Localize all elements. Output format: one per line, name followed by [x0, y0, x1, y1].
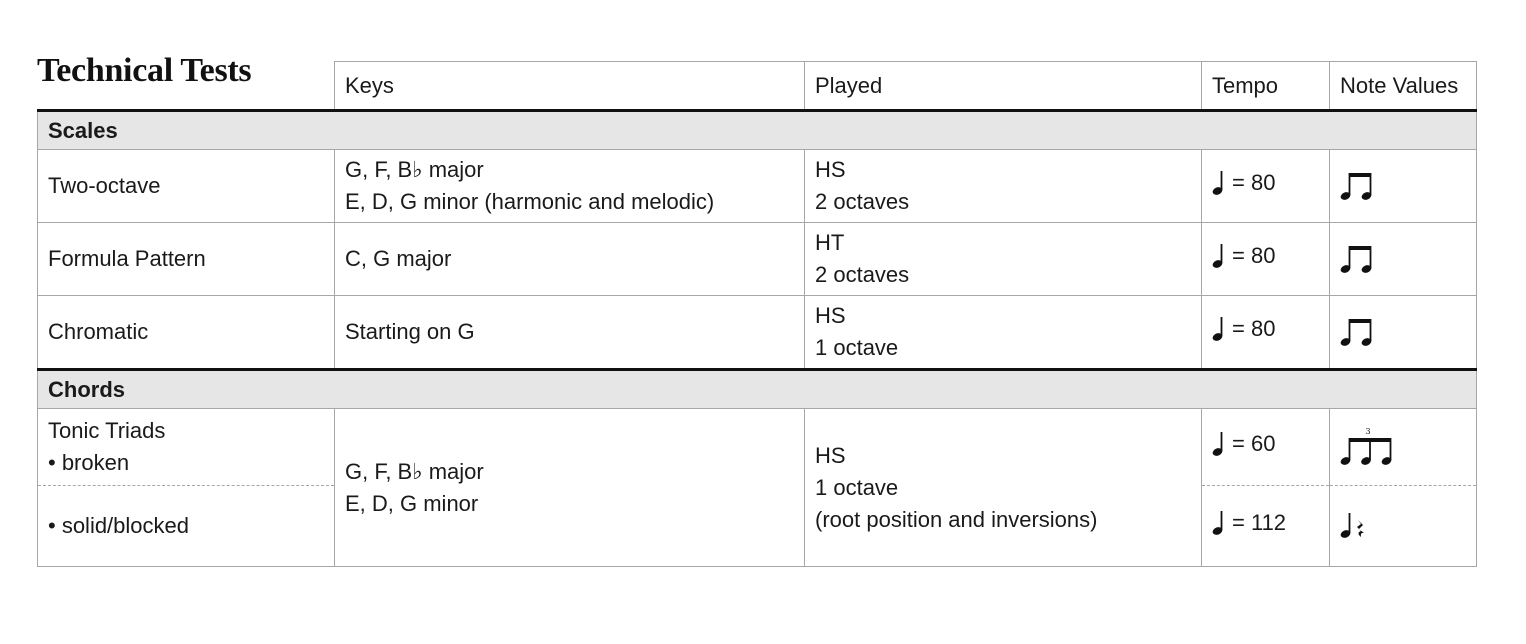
keys-line: E, D, G minor [345, 490, 479, 516]
tempo-cell [1202, 296, 1330, 370]
played-line: HT [815, 230, 845, 255]
tempo-cell [1202, 150, 1330, 223]
played-cell [805, 223, 1202, 296]
note-values-cell [1330, 409, 1477, 486]
column-header-keys: Keys [335, 62, 805, 111]
column-header-tempo: Tempo [1202, 62, 1330, 111]
played-line: 2 octaves [815, 262, 910, 287]
tempo-value: = 60 [1232, 431, 1276, 456]
played-line: HS [815, 157, 846, 182]
keys-cell [335, 409, 805, 567]
sub-label: • broken [48, 450, 130, 475]
row-label [38, 409, 335, 486]
played-line: HS [815, 303, 846, 328]
table-row [38, 296, 1477, 370]
row-label: Formula Pattern [38, 223, 335, 296]
keys-cell [335, 223, 805, 296]
technical-tests-table [37, 61, 1477, 567]
tempo-value: = 80 [1232, 170, 1276, 195]
keys-line: G, F, B♭ major [345, 157, 484, 182]
keys-line: Starting on G [345, 319, 475, 344]
played-line: 1 octave [815, 335, 899, 360]
tempo-cell [1202, 409, 1330, 486]
quarter-note-icon [1212, 170, 1224, 196]
played-line: 1 octave [815, 474, 899, 500]
quarter-note-icon [1212, 316, 1224, 342]
tempo-value: = 80 [1232, 243, 1276, 268]
row-label: Chromatic [38, 296, 335, 370]
triplet-mark: 3 [1365, 427, 1371, 436]
table-row [38, 223, 1477, 296]
played-cell [805, 150, 1202, 223]
row-label: • solid/blocked [38, 486, 335, 567]
section-row-scales [38, 111, 1477, 150]
quarter-note-icon [1212, 510, 1224, 536]
table-row [38, 409, 1477, 486]
note-values-cell [1330, 150, 1477, 223]
row-label: Two-octave [38, 150, 335, 223]
played-line: HS [815, 442, 846, 468]
two-eighth-notes-icon [1340, 317, 1376, 347]
keys-line: C, G major [345, 246, 452, 271]
note-values-cell [1330, 486, 1477, 567]
column-header-note-values: Note Values [1330, 62, 1477, 111]
keys-cell [335, 296, 805, 370]
section-label: Chords [38, 370, 1477, 409]
keys-line: G, F, B♭ major [345, 458, 484, 484]
section-row-chords [38, 370, 1477, 409]
keys-cell [335, 150, 805, 223]
header-row [38, 62, 1477, 111]
played-line: 2 octaves [815, 189, 910, 214]
quarter-note-rest-icon [1340, 512, 1370, 540]
note-values-cell [1330, 296, 1477, 370]
page-title: Technical Tests [37, 52, 252, 89]
header-blank [38, 62, 335, 111]
column-header-played: Played [805, 62, 1202, 111]
two-eighth-notes-icon [1340, 244, 1376, 274]
tempo-value: = 112 [1232, 510, 1287, 535]
quarter-note-icon [1212, 431, 1224, 457]
table-row [38, 150, 1477, 223]
tempo-cell [1202, 486, 1330, 567]
note-values-cell [1330, 223, 1477, 296]
section-label: Scales [38, 111, 1477, 150]
tempo-value: = 80 [1232, 316, 1276, 341]
quarter-note-icon [1212, 243, 1224, 269]
played-cell [805, 409, 1202, 567]
played-cell [805, 296, 1202, 370]
group-label: Tonic Triads [48, 418, 166, 443]
eighth-note-triplet-icon [1340, 427, 1396, 467]
keys-line: E, D, G minor (harmonic and melodic) [345, 189, 715, 214]
tempo-cell [1202, 223, 1330, 296]
played-line: (root position and inversions) [815, 506, 1098, 532]
two-eighth-notes-icon [1340, 171, 1376, 201]
